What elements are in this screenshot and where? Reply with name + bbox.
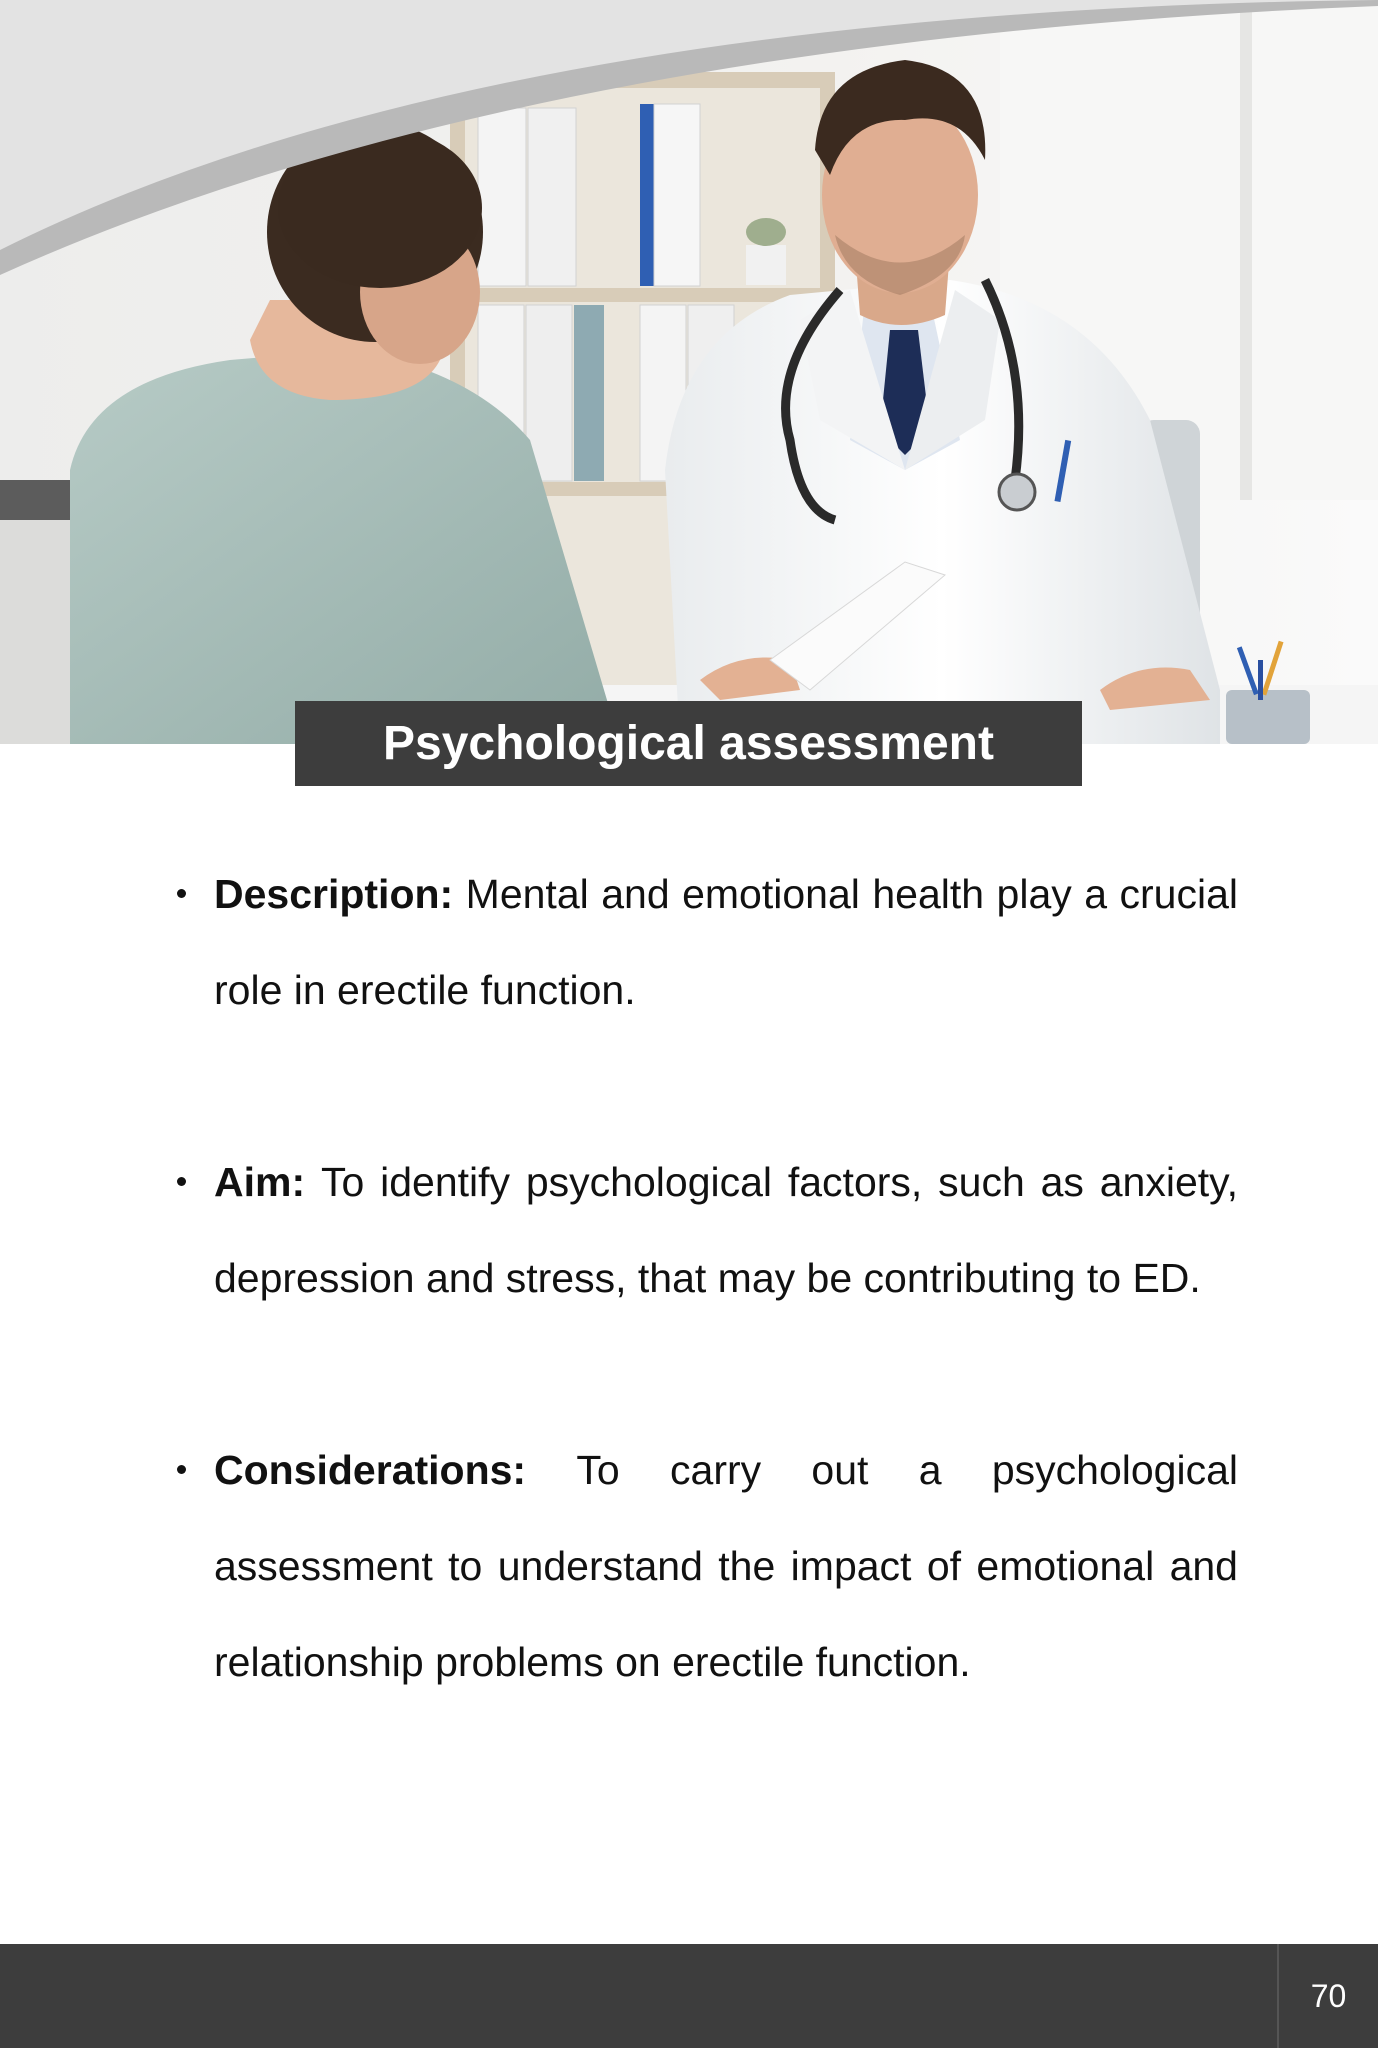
footer-bar	[0, 1944, 1378, 2048]
bullet-list	[170, 846, 1238, 1710]
item-text: To identify psychological factors, such as anxiety, depression and stress, that may be contributing to ED.	[214, 1159, 1239, 1301]
page-number-box	[1277, 1944, 1378, 2048]
page-title: Psychological assessment	[383, 717, 994, 770]
hero-image	[0, 0, 1378, 744]
content-section	[170, 846, 1238, 1710]
list-item-description	[170, 846, 1238, 1038]
item-label: Considerations:	[214, 1447, 577, 1493]
title-banner	[295, 701, 1082, 786]
item-label: Description:	[214, 871, 466, 917]
item-label: Aim:	[214, 1159, 321, 1205]
bullet-icon	[177, 889, 186, 898]
list-item-aim	[170, 1134, 1238, 1326]
item-text: Mental and emotional health play a crucial role in erectile function.	[214, 871, 1238, 1013]
list-item-considerations	[170, 1422, 1238, 1710]
item-text: To carry out a psychological assessment to understand the impact of emotional and relationship problems on erectile function.	[214, 1447, 1238, 1685]
page-number: 70	[1310, 1977, 1347, 2014]
bullet-icon	[177, 1177, 186, 1186]
bullet-icon	[177, 1465, 186, 1474]
doctor-consultation-photo	[0, 0, 1378, 744]
